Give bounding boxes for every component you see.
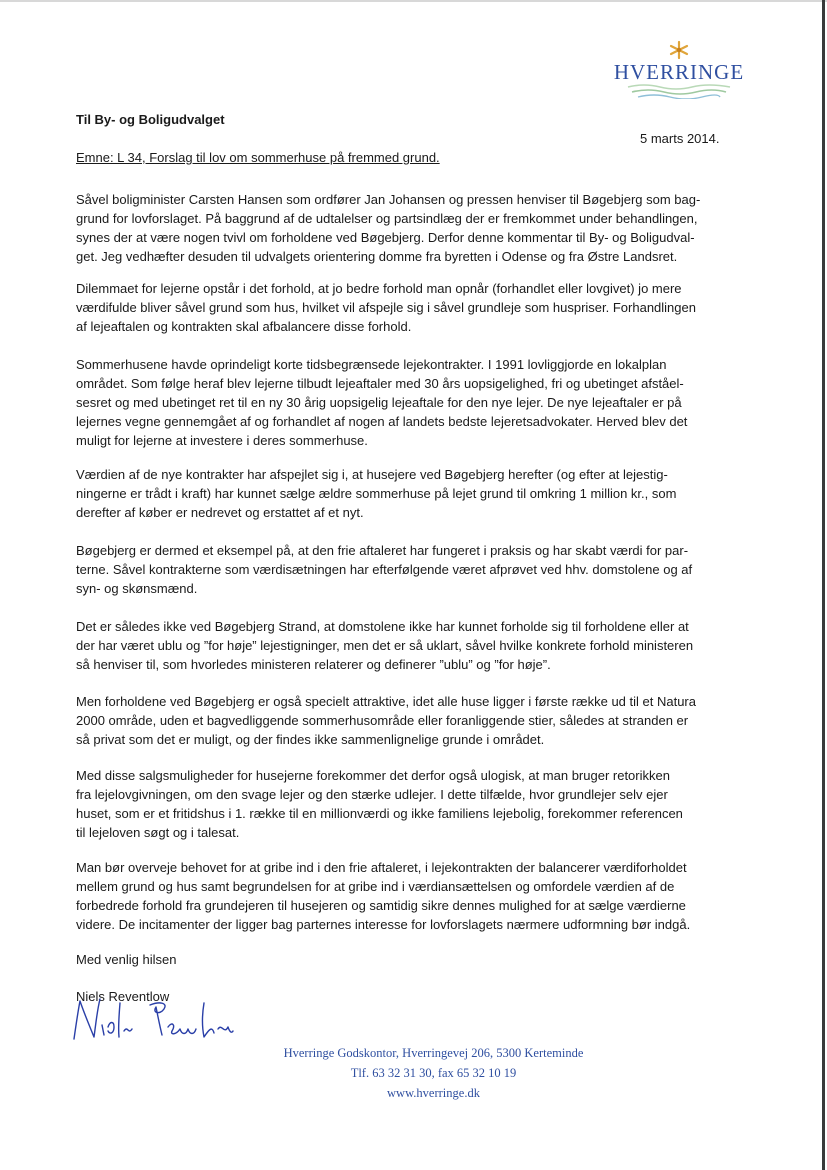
recipient-line: Til By- og Boligudvalget xyxy=(76,112,225,127)
star-flower-icon xyxy=(668,40,690,60)
text-line: derefter af køber er nedrevet og erstattet af et nyt. xyxy=(76,505,364,520)
paragraph-1 xyxy=(76,190,766,266)
text-line: forbedrede forhold fra grundejeren til husejeren og samtidig sikre dennes mulighed for at sælge værdierne xyxy=(76,898,686,913)
paragraph-9 xyxy=(76,858,766,934)
text-line: Sommerhusene havde oprindeligt korte tidsbegrænsede lejekontrakter. I 1991 lovliggjorde en lokalplan xyxy=(76,357,667,372)
subject-line: Emne: L 34, Forslag til lov om sommerhuse på fremmed grund. xyxy=(76,150,440,165)
text-line: videre. De incitamenter der ligger bag parternes interesse for lovforslagets nærmere udformning bør indgå. xyxy=(76,917,691,932)
text-line: terne. Såvel kontrakterne som værdisætningen har efterfølgende været afprøvet ved hhv. domstolene og af xyxy=(76,562,693,577)
waves-icon xyxy=(624,83,734,99)
paragraph-4 xyxy=(76,465,766,522)
text-line: muligt for lejerne at investere i deres sommerhuse. xyxy=(76,433,368,448)
letter-date: 5 marts 2014. xyxy=(640,131,720,146)
paragraph-2 xyxy=(76,279,766,336)
text-line: så henviser til, som hvorledes ministeren relaterer og definerer ”ublu” og ”for høje”. xyxy=(76,657,551,672)
logo-name: HVERRINGE xyxy=(613,60,745,84)
text-line: til lejeloven søgt og i talesat. xyxy=(76,825,240,840)
handwritten-signature xyxy=(64,995,234,1045)
signer-name: Niels Reventlow xyxy=(76,989,170,1004)
footer-address: Hverringe Godskontor, Hverringevej 206, 5300 Kerteminde xyxy=(283,1046,584,1060)
text-line: området. Som følge heraf blev lejerne tilbudt lejeaftaler med 30 års uopsigelighed, fri og ubetinget afståel- xyxy=(76,376,684,391)
text-line: huset, som er et fritidshus i 1. række til en millionværdi og ikke familiens lejebolig, forekommer referencen xyxy=(76,806,683,821)
text-line: Værdien af de nye kontrakter har afspejlet sig i, at husejere ved Bøgebjerg herefter (og efter at lejestig- xyxy=(76,467,668,482)
text-line: 2000 område, uden et bagvedliggende sommerhusområde eller foranliggende stier, således at stranden er xyxy=(76,713,689,728)
hverringe-logo xyxy=(594,40,764,115)
paragraph-5 xyxy=(76,541,766,598)
paragraph-3 xyxy=(76,355,766,450)
text-line: så privat som det er muligt, og der findes ikke sammenlignelige grunde i området. xyxy=(76,732,545,747)
text-line: ningerne er trådt i kraft) har kunnet sælge ældre sommerhuse på lejet grund til omkring 1 million kr., som xyxy=(76,486,677,501)
text-line: Man bør overveje behovet for at gribe ind i den frie aftaleret, i lejekontrakten der balancerer værdiforholdet xyxy=(76,860,687,875)
closing-line: Med venlig hilsen xyxy=(76,952,177,967)
scan-edge xyxy=(822,0,825,1170)
text-line: der har været ublu og ”for høje” lejestigninger, men det er så uklart, såvel hvilke konkrete forhold ministeren xyxy=(76,638,694,653)
text-line: Men forholdene ved Bøgebjerg er også specielt attraktive, idet alle huse ligger i første række ud til et Natura xyxy=(76,694,696,709)
text-line: grund for lovforslaget. På baggrund af de udtalelser og partsindlæg der er fremkommet under behandlingen, xyxy=(76,211,698,226)
text-line: lejernes vegne gennemgået af og forhandlet af nogen af landets bedste lejeretsadvokater. Herved blev det xyxy=(76,414,688,429)
text-line: synes der at være nogen tvivl om forholdene ved Bøgebjerg. Derfor denne kommentar til By- og Boligudval- xyxy=(76,230,695,245)
paragraph-6 xyxy=(76,617,766,674)
text-line: fra lejelovgivningen, om den svage lejer og den stærke udlejer. I dette tilfælde, hvor grundlejer selv ejer xyxy=(76,787,668,802)
page-top-edge xyxy=(0,0,827,2)
paragraph-8 xyxy=(76,766,766,842)
text-line: mellem grund og hus samt begrundelsen for at gribe ind i værdiansættelsen og omfordele værdien af de xyxy=(76,879,675,894)
text-line: af lejeaftalen og kontrakten skal afbalancere disse forhold. xyxy=(76,319,412,334)
text-line: Det er således ikke ved Bøgebjerg Strand, at domstolene ikke har kunnet forholde sig til forholdene eller at xyxy=(76,619,689,634)
text-line: sesret og med ubetinget ret til en ny 30 årig uopsigelig lejeaftale for den nye lejer. De nye lejeaftaler er på xyxy=(76,395,682,410)
text-line: værdifulde bliver såvel grund som hus, hvilket vil afspejle sig i såvel grundleje som huspriser. Forhandlingen xyxy=(76,300,696,315)
footer-website[interactable]: www.hverringe.dk xyxy=(387,1086,480,1100)
footer-phone: Tlf. 63 32 31 30, fax 65 32 10 19 xyxy=(350,1066,517,1080)
text-line: get. Jeg vedhæfter desuden til udvalgets orientering domme fra byretten i Odense og fra Østre Landsret. xyxy=(76,249,678,264)
text-line: Bøgebjerg er dermed et eksempel på, at den frie aftaleret har fungeret i praksis og har skabt værdi for par- xyxy=(76,543,689,558)
text-line: Såvel boligminister Carsten Hansen som ordfører Jan Johansen og pressen henviser til Bøgebjerg som bag- xyxy=(76,192,701,207)
paragraph-7 xyxy=(76,692,766,749)
text-line: Dilemmaet for lejerne opstår i det forhold, at jo bedre forhold man opnår (forhandlet eller lovgivet) jo mere xyxy=(76,281,682,296)
text-line: Med disse salgsmuligheder for husejerne forekommer det derfor også ulogisk, at man bruger retorikken xyxy=(76,768,670,783)
text-line: syn- og skønsmænd. xyxy=(76,581,198,596)
